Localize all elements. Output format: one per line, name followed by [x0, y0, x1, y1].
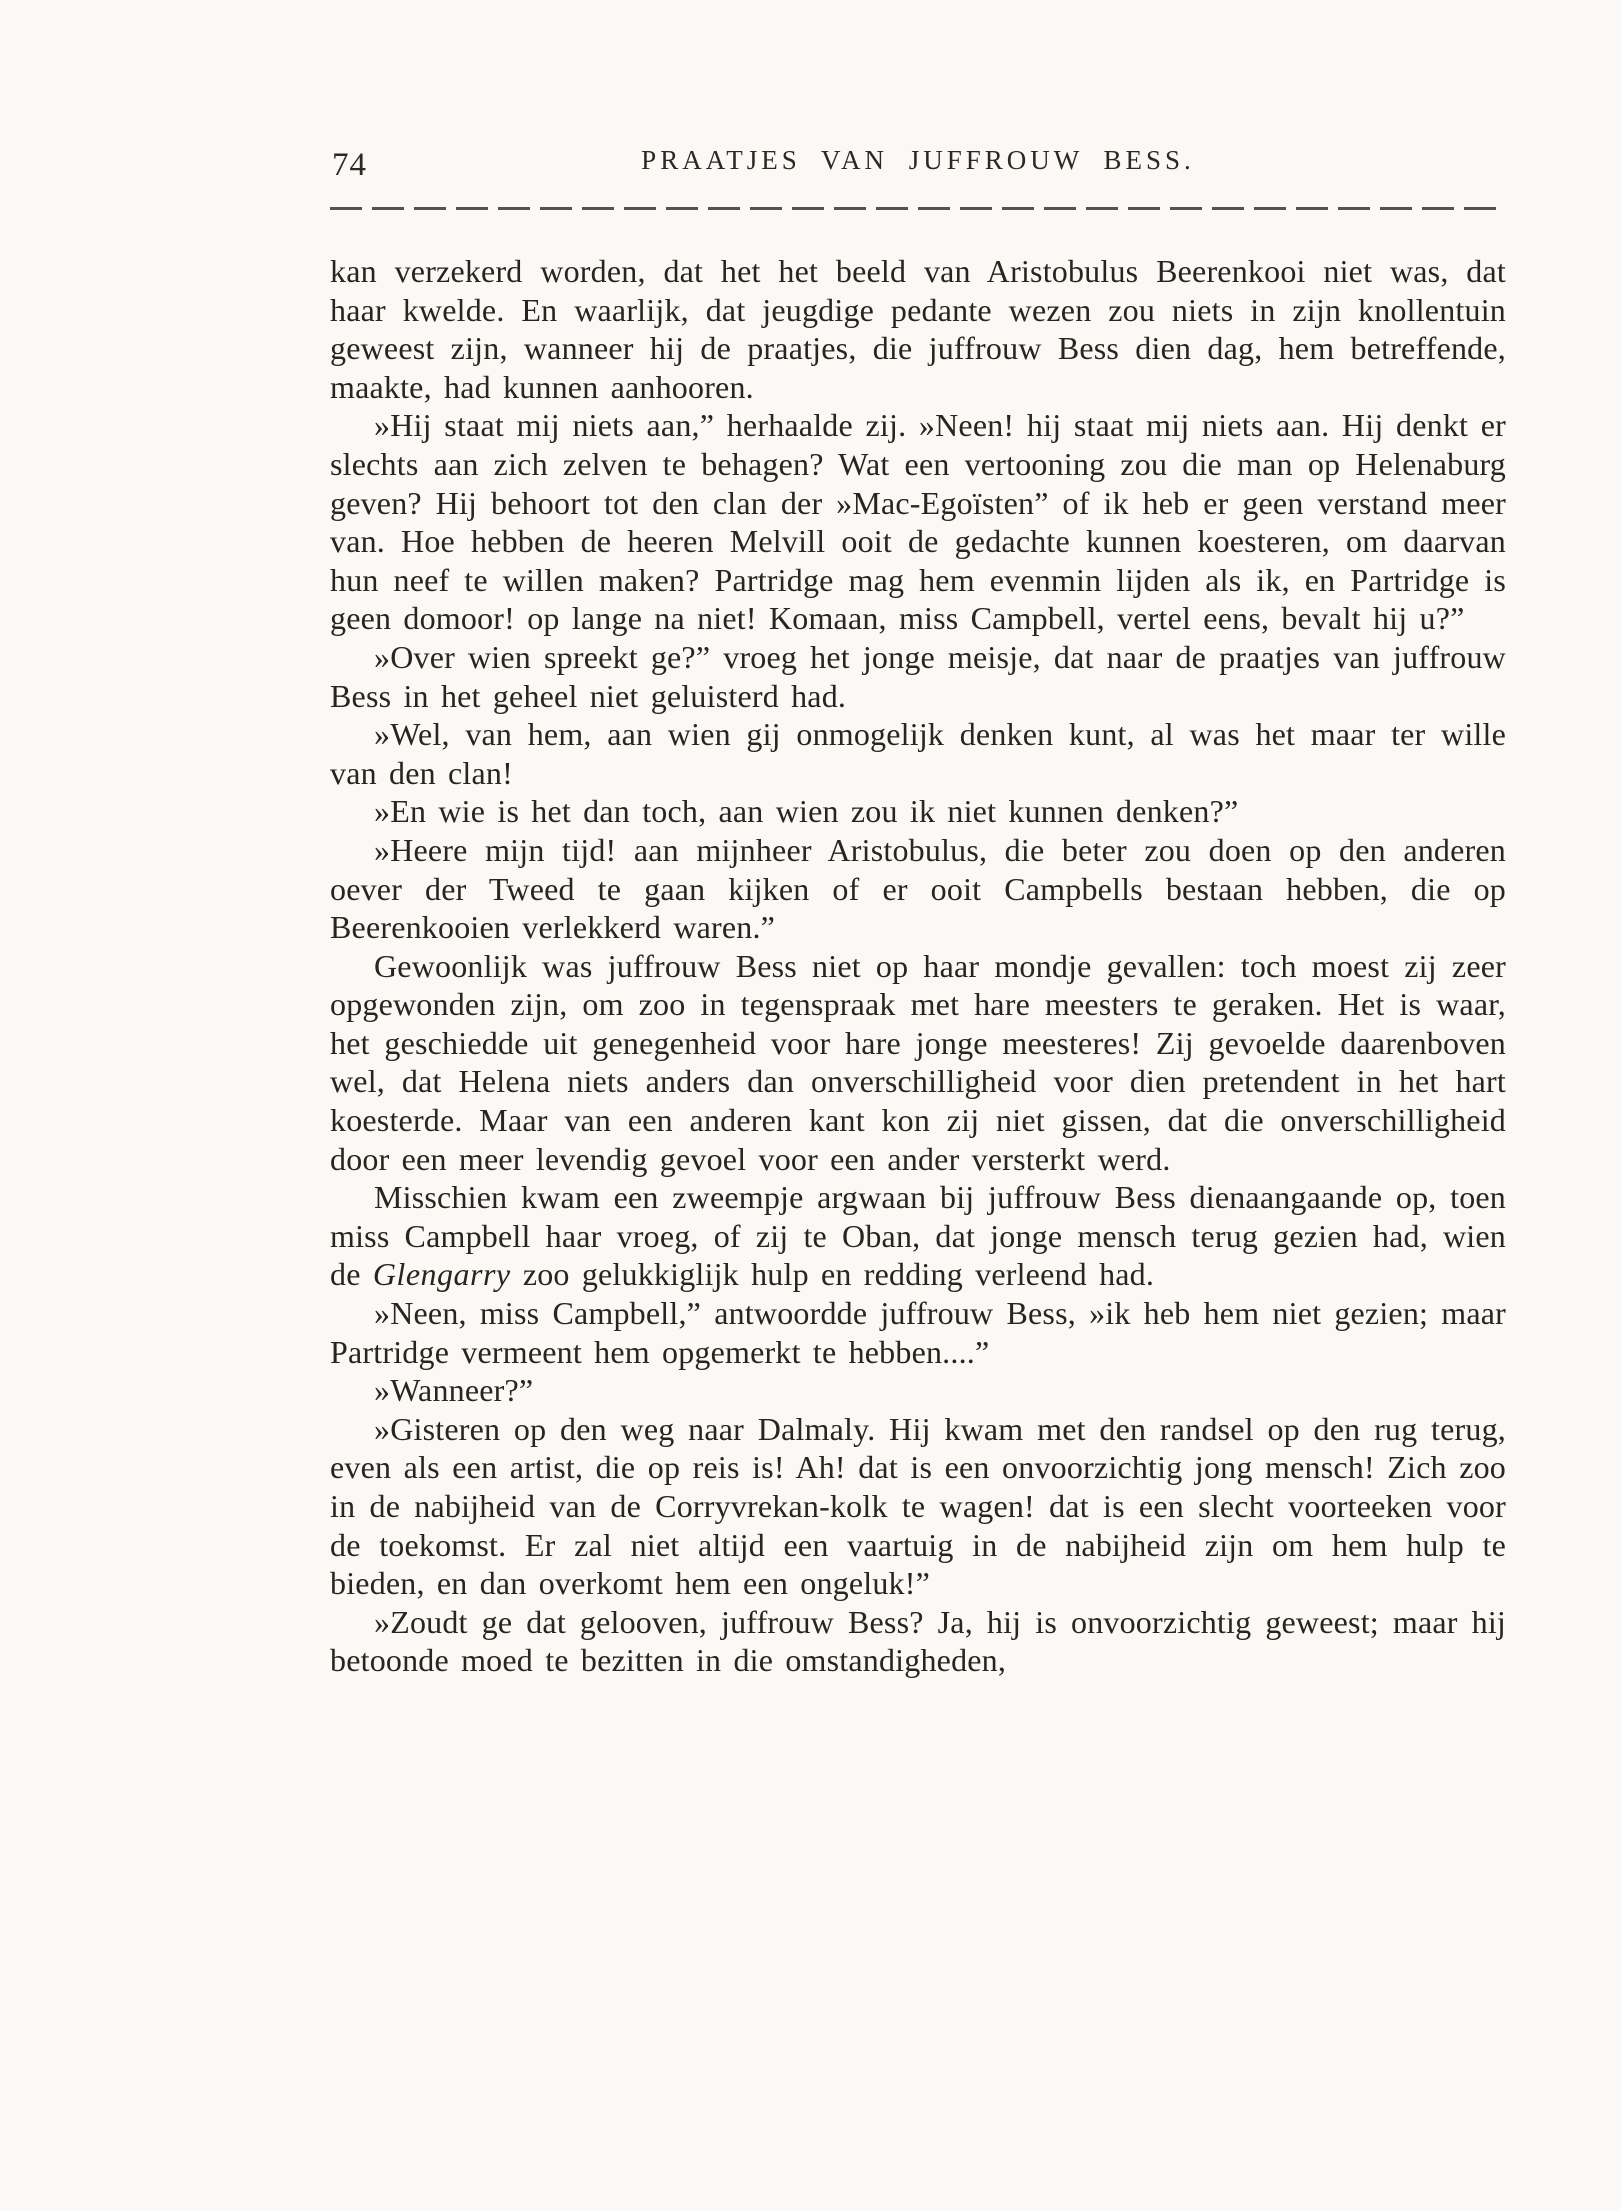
paragraph: »Heere mijn tijd! aan mijnheer Aristobulus, die beter zou doen op den anderen oever der Tweed te gaan kijken of er ooit Campbells bestaan hebben, die op Beerenkooien verlekkerd waren.”: [330, 831, 1506, 946]
page-number: 74: [332, 147, 367, 183]
paragraph: [330, 1178, 1506, 1294]
paragraph-text: zoo gelukkiglijk hulp en redding verleend had.: [510, 1256, 1155, 1293]
body-text: [330, 252, 1506, 1680]
paragraph: »Hij staat mij niets aan,” herhaalde zij. »Neen! hij staat mij niets aan. Hij denkt er slechts aan zich zelven te behagen? Wat een vertooning zou die man op Helenaburg geven? Hij behoort tot den clan der »Mac-Egoïsten” of ik heb er geen verstand meer van. Hoe hebben de heeren Melvill ooit de gedachte kunnen koesteren, om daarvan hun neef te willen maken? Partridge mag hem evenmin lijden als ik, en Partridge is geen domoor! op lange na niet! Komaan, miss Campbell, vertel eens, bevalt hij u?”: [330, 407, 1506, 637]
paragraph: Gewoonlijk was juffrouw Bess niet op haar mondje gevallen: toch moest zij zeer opgewonden zijn, om zoo in tegenspraak met hare meesters te geraken. Het is waar, het geschiedde uit genegenheid voor hare jonge meesteres! Zij gevoelde daarenboven wel, dat Helena niets anders dan onverschilligheid voor dien pretendent in het hart koesterde. Maar van een anderen kant kon zij niet gissen, dat die onverschilligheid door een meer levendig gevoel voor een ander versterkt werd.: [330, 947, 1506, 1177]
running-header: [330, 145, 1506, 189]
paragraph: »Zoudt ge dat gelooven, juffrouw Bess? Ja, hij is onvoorzichtig geweest; maar hij betoonde moed te bezitten in die omstandigheden,: [330, 1603, 1506, 1679]
paragraph: kan verzekerd worden, dat het het beeld van Aristobulus Beerenkooi niet was, dat haar kwelde. En waarlijk, dat jeugdige pedante wezen zou niets in zijn knollentuin geweest zijn, wanneer hij de praatjes, die juffrouw Bess dien dag, hem betreffende, maakte, had kunnen aanhooren.: [330, 253, 1506, 405]
paragraph: »Wanneer?”: [374, 1372, 534, 1409]
paragraph: »Gisteren op den weg naar Dalmaly. Hij kwam met den randsel op den rug terug, even als een artist, die op reis is! Ah! dat is een onvoorzichtig jong mensch! Zich zoo in de nabijheid van de Corryvrekan-kolk te wagen! dat is een slecht voorteeken voor de toekomst. Er zal niet altijd een vaartuig in de nabijheid zijn om hem hulp te bieden, en dan overkomt hem een ongeluk!”: [330, 1410, 1506, 1602]
page-content: [330, 145, 1506, 1680]
paragraph: »Neen, miss Campbell,” antwoordde juffrouw Bess, »ik heb hem niet gezien; maar Partridge vermeent hem opgemerkt te hebben....”: [330, 1295, 1506, 1370]
paragraph-text: Misschien kwam een zweempje argwaan bij juffrouw Bess dienaangaande op, toen miss Campbell haar vroeg, of zij te Oban, dat jonge mensch terug gezien had, wien de: [330, 1179, 1506, 1293]
dashed-divider: [330, 207, 1506, 210]
page-header-title: PRAATJES VAN JUFFROUW BESS.: [641, 145, 1195, 175]
paragraph: »Wel, van hem, aan wien gij onmogelijk denken kunt, al was het maar ter wille van den clan!: [330, 716, 1506, 791]
paragraph: »Over wien spreekt ge?” vroeg het jonge meisje, dat naar de praatjes van juffrouw Bess in het geheel niet geluisterd had.: [330, 638, 1506, 714]
ship-name-italic: Glengarry: [372, 1256, 511, 1293]
paragraph: »En wie is het dan toch, aan wien zou ik niet kunnen denken?”: [374, 793, 1239, 830]
